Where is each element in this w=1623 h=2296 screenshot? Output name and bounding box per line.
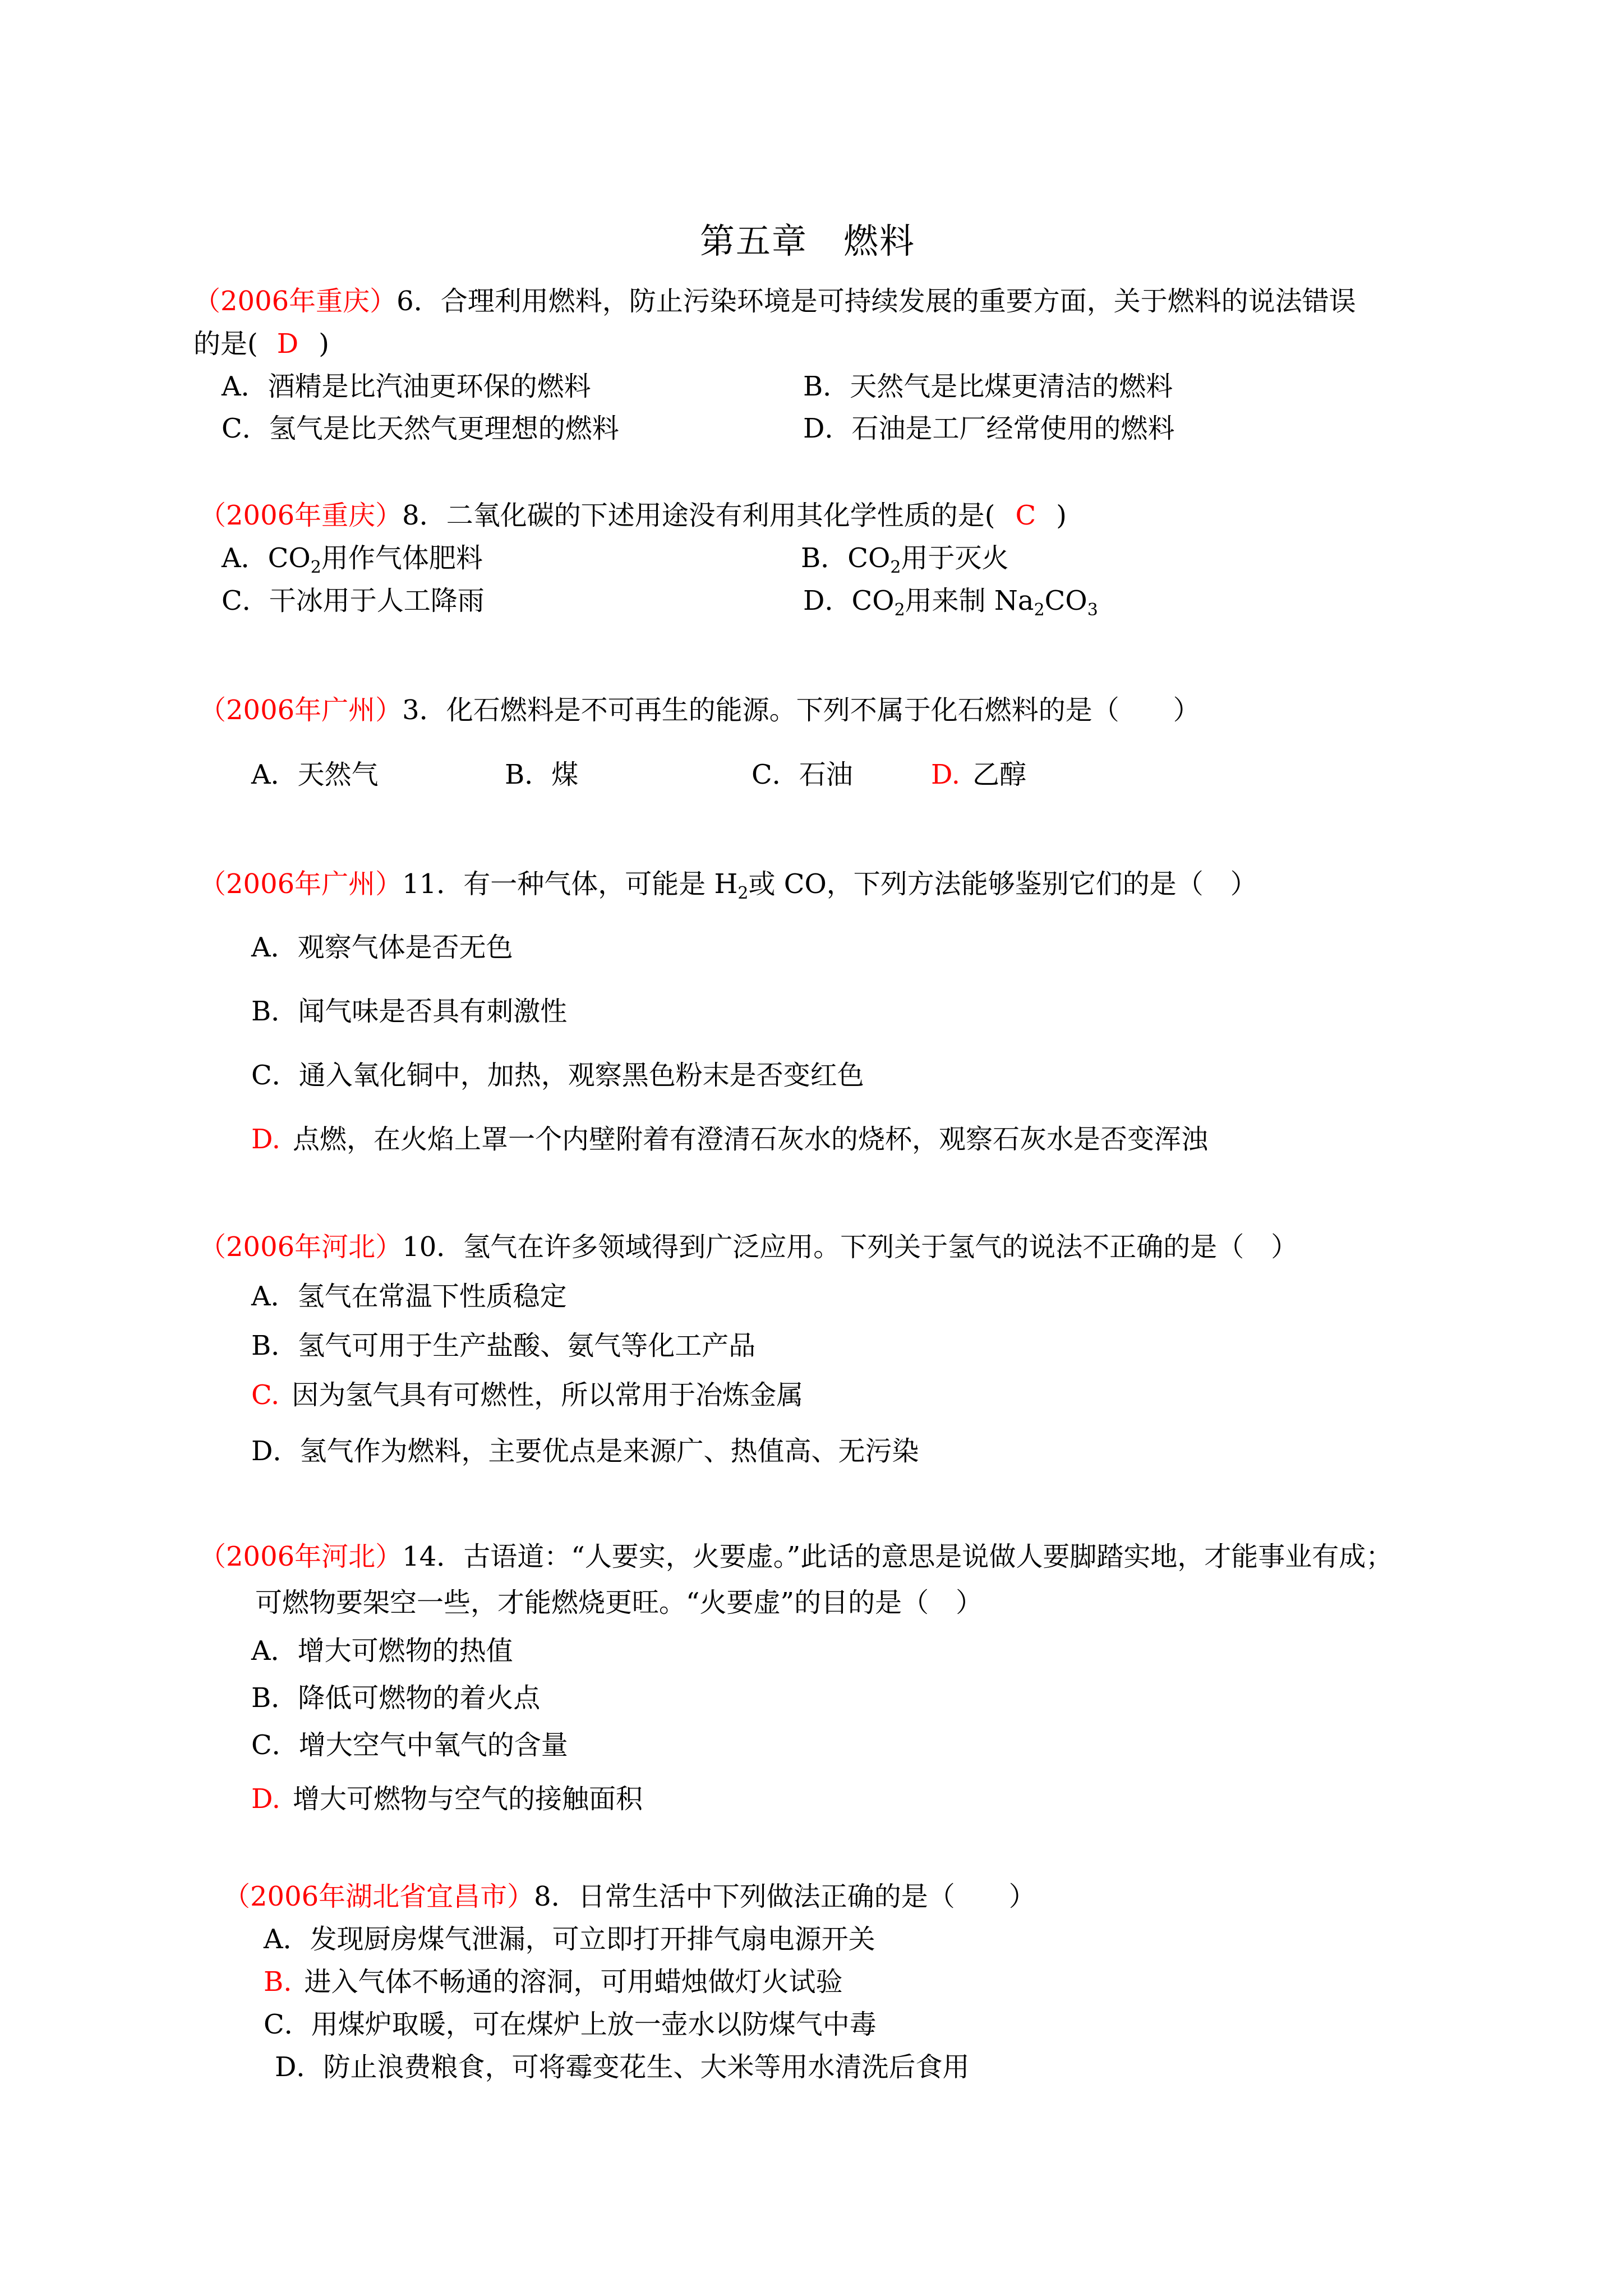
question-5-option-c: C. 因为氢气具有可燃性，所以常用于冶炼金属 bbox=[251, 1379, 804, 1411]
question-7-source: （2006年湖北省宜昌市） bbox=[223, 1881, 534, 1912]
question-6-answer: D. bbox=[251, 1783, 281, 1815]
question-4-answer: D. bbox=[251, 1124, 281, 1155]
question-5-option-a: A．氢气在常温下性质稳定 bbox=[251, 1281, 567, 1312]
question-4-source: （2006年广州） bbox=[199, 868, 403, 900]
question-1-source: （2006年重庆） bbox=[193, 286, 397, 317]
question-7-option-a: A．发现厨房煤气泄漏，可立即打开排气扇电源开关 bbox=[264, 1924, 875, 1955]
question-2-option-c: C．干冰用于人工降雨 bbox=[222, 585, 485, 616]
question-4-stem: （2006年广州）11．有一种气体，可能是 $H_2$或 CO，下列方法能够鉴别它们的是（ ） bbox=[199, 868, 1257, 903]
question-2-option-d: D．$CO_2$用来制 $Na_2CO_3$ bbox=[803, 585, 1098, 620]
question-1-stem-cont: 的是( D ) bbox=[193, 328, 329, 360]
question-4-option-c: C．通入氧化铜中，加热，观察黑色粉末是否变红色 bbox=[251, 1060, 864, 1091]
question-7-option-c: C．用煤炉取暖，可在煤炉上放一壶水以防煤气中毒 bbox=[264, 2009, 877, 2040]
question-5-answer: C. bbox=[251, 1379, 280, 1411]
chapter-title: 第五章 燃料 bbox=[700, 220, 916, 261]
question-6-option-a: A．增大可燃物的热值 bbox=[251, 1635, 513, 1667]
question-6-option-c: C．增大空气中氧气的含量 bbox=[251, 1729, 568, 1761]
question-7-option-b: B. 进入气体不畅通的溶洞，可用蜡烛做灯火试验 bbox=[264, 1966, 843, 1998]
question-2-answer: C bbox=[1015, 500, 1036, 531]
question-2-option-a: A．$CO_2$用作气体肥料 bbox=[222, 542, 483, 577]
question-2-source: （2006年重庆） bbox=[199, 500, 403, 531]
question-2-option-b: B．$CO_2$用于灭火 bbox=[801, 542, 1009, 577]
question-3-option-d: D. 乙醇 bbox=[931, 759, 1027, 790]
question-1-option-d: D．石油是工厂经常使用的燃料 bbox=[803, 413, 1175, 444]
question-1-option-a: A．酒精是比汽油更环保的燃料 bbox=[222, 371, 591, 402]
question-3-option-c: C．石油 bbox=[751, 759, 853, 790]
question-4-option-d: D. 点燃，在火焰上罩一个内壁附着有澄清石灰水的烧杯，观察石灰水是否变浑浊 bbox=[251, 1124, 1209, 1155]
question-1-option-c: C．氢气是比天然气更理想的燃料 bbox=[222, 413, 619, 444]
question-6-option-b: B．降低可燃物的着火点 bbox=[251, 1682, 541, 1714]
question-6-stem: （2006年河北）14．古语道：“人要实，火要虚。”此话的意思是说做人要脚踏实地，才能事业有成； bbox=[199, 1541, 1393, 1572]
question-1-answer: D bbox=[276, 328, 299, 360]
question-1-option-b: B．天然气是比煤更清洁的燃料 bbox=[803, 371, 1173, 402]
question-5-option-b: B．氢气可用于生产盐酸、氨气等化工产品 bbox=[251, 1330, 756, 1361]
question-5-source: （2006年河北） bbox=[199, 1231, 403, 1263]
question-6-option-d: D. 增大可燃物与空气的接触面积 bbox=[251, 1783, 643, 1815]
question-4-option-b: B．闻气味是否具有刺激性 bbox=[251, 996, 568, 1027]
question-3-option-a: A．天然气 bbox=[251, 759, 379, 790]
question-7-option-d: D．防止浪费粮食，可将霉变花生、大米等用水清洗后食用 bbox=[275, 2051, 970, 2083]
question-3-source: （2006年广州） bbox=[199, 694, 403, 726]
question-5-stem: （2006年河北）10．氢气在许多领域得到广泛应用。下列关于氢气的说法不正确的是（ ） bbox=[199, 1231, 1298, 1263]
question-7-answer: B. bbox=[264, 1966, 292, 1998]
question-6-source: （2006年河北） bbox=[199, 1541, 403, 1572]
question-6-stem-cont: 可燃物要架空一些，才能燃烧更旺。“火要虚”的目的是（ ） bbox=[255, 1587, 983, 1618]
question-1-stem: （2006年重庆）6．合理利用燃料，防止污染环境是可持续发展的重要方面，关于燃料的说法错误 bbox=[193, 286, 1356, 317]
question-3-option-b: B．煤 bbox=[505, 759, 579, 790]
question-7-stem: （2006年湖北省宜昌市）8．日常生活中下列做法正确的是（ ） bbox=[223, 1881, 1036, 1912]
question-2-stem: （2006年重庆）8．二氧化碳的下述用途没有利用其化学性质的是( C ) bbox=[199, 500, 1067, 531]
question-3-stem: （2006年广州）3．化石燃料是不可再生的能源。下列不属于化石燃料的是（ ） bbox=[199, 694, 1200, 726]
question-5-option-d: D．氢气作为燃料，主要优点是来源广、热值高、无污染 bbox=[251, 1435, 919, 1467]
question-4-option-a: A．观察气体是否无色 bbox=[251, 932, 513, 963]
question-3-answer: D. bbox=[931, 759, 961, 790]
